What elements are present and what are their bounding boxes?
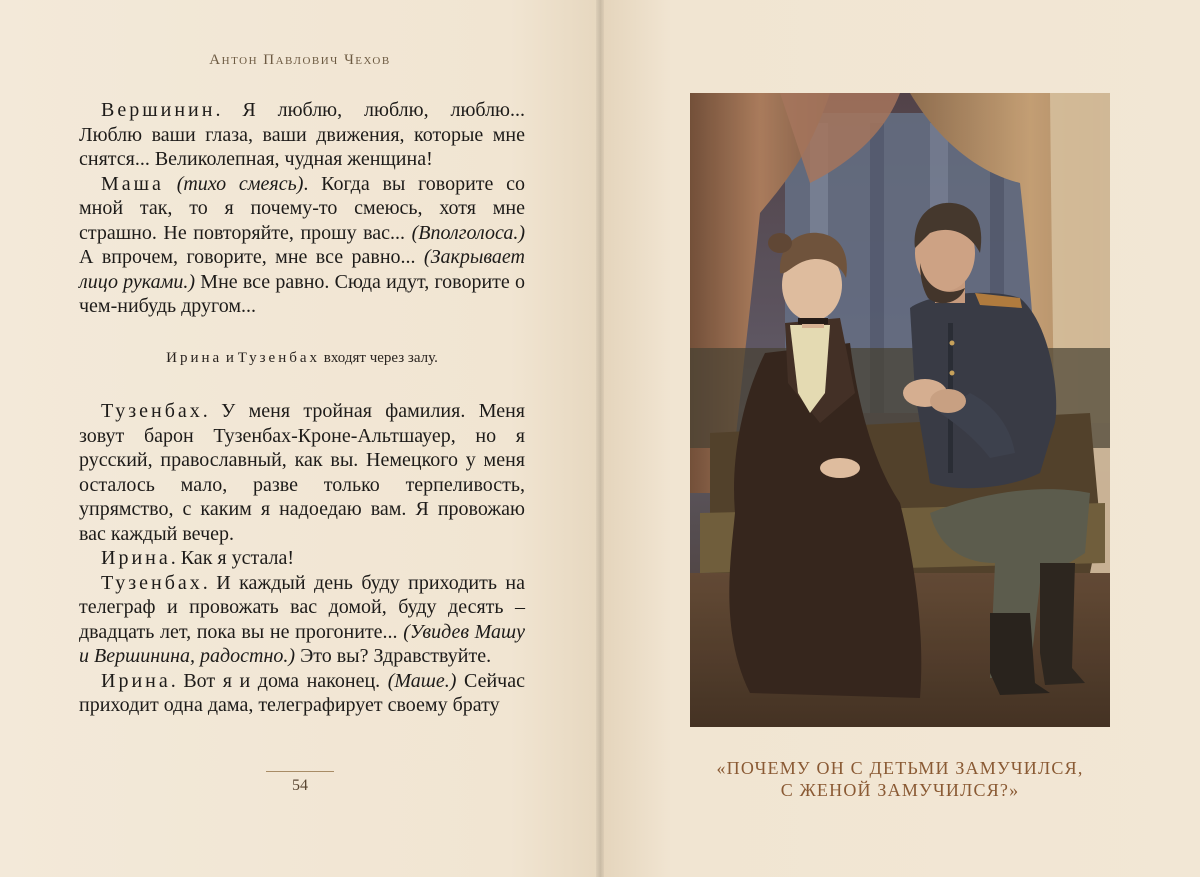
paragraph-irina <box>79 546 525 571</box>
stage-direction: (Вполголоса.) <box>411 221 525 244</box>
speech-text: . Как я устала! <box>170 547 295 569</box>
speaker-name: Маша <box>101 172 164 195</box>
stage-direction: (Закрывает лицо руками.) <box>79 246 525 293</box>
running-head: Антон Павлович Чехов <box>209 52 391 68</box>
stage-direction: (Увидев Машу и Вершинина, радостно.) <box>79 620 526 667</box>
speaker-name: Ирина <box>101 669 171 692</box>
speaker-name: Тузенбах <box>101 400 203 422</box>
speech-text: . Когда вы говорите со мной так, то я почему-то смеюсь, хотя мне страшно. Не повторяйте, прошу вас... <box>79 172 526 244</box>
speech-text: Это вы? Здравствуйте. <box>295 645 492 667</box>
speech-text: . У меня тройная фамилия. Меня зовут барон Тузенбах-Кроне-Альтшауер, но я русский, православный, как вы. Немецкого у меня осталось мало, разве только терпеливость, упрямство, с каким я надоедаю вам. Я провожаю вас каждый вечер. <box>79 400 525 545</box>
character-name: Ирина <box>166 349 223 366</box>
speaker-name: Тузенбах <box>101 571 203 594</box>
paragraph-tuzenbakh <box>79 571 525 669</box>
paragraph-irina <box>79 669 525 718</box>
paragraph-vershinin <box>79 98 525 172</box>
page-number: 54 <box>292 777 308 794</box>
illustration-painting <box>690 93 1110 727</box>
book-gutter <box>596 0 604 877</box>
illustration-caption <box>690 757 1110 801</box>
stage-direction-entrance <box>79 346 525 371</box>
speech-text: А впрочем, говорите, мне все равно... <box>79 246 424 268</box>
speech-text: . Я люблю, люблю, люблю... Люблю ваши глаза, ваши движения, которые мне снятся... Великолепная, чудная женщина! <box>79 99 525 170</box>
paragraph-masha <box>79 172 525 319</box>
stage-direction: (тихо смеясь) <box>176 172 304 195</box>
stage-text: и <box>222 349 238 366</box>
stage-direction: (Маше.) <box>387 669 457 692</box>
speech-text: . Вот я и дома наконец. <box>170 669 388 692</box>
speaker-name: Вершинин <box>101 99 216 121</box>
stage-text: входят через залу. <box>320 349 438 366</box>
speech-text: Сейчас приходит одна дама, телеграфирует своему брату <box>79 669 525 716</box>
caption-line: С ЖЕНОЙ ЗАМУЧИЛСЯ?» <box>780 780 1020 800</box>
paragraph-tuzenbakh <box>79 399 525 546</box>
folio-rule <box>266 771 334 772</box>
speech-text: . И каждый день буду приходить на телеграф и провожать вас домой, буду десять – двадцать лет, пока вы не прогоните... <box>79 571 525 643</box>
character-name: Тузенбах <box>237 349 321 366</box>
caption-line: «ПОЧЕМУ ОН С ДЕТЬМИ ЗАМУЧИЛСЯ, <box>716 758 1084 778</box>
speaker-name: Ирина <box>101 547 171 569</box>
speech-text: Мне все равно. Сюда идут, говорите о чем-нибудь другом... <box>79 270 526 317</box>
play-text <box>79 98 525 718</box>
